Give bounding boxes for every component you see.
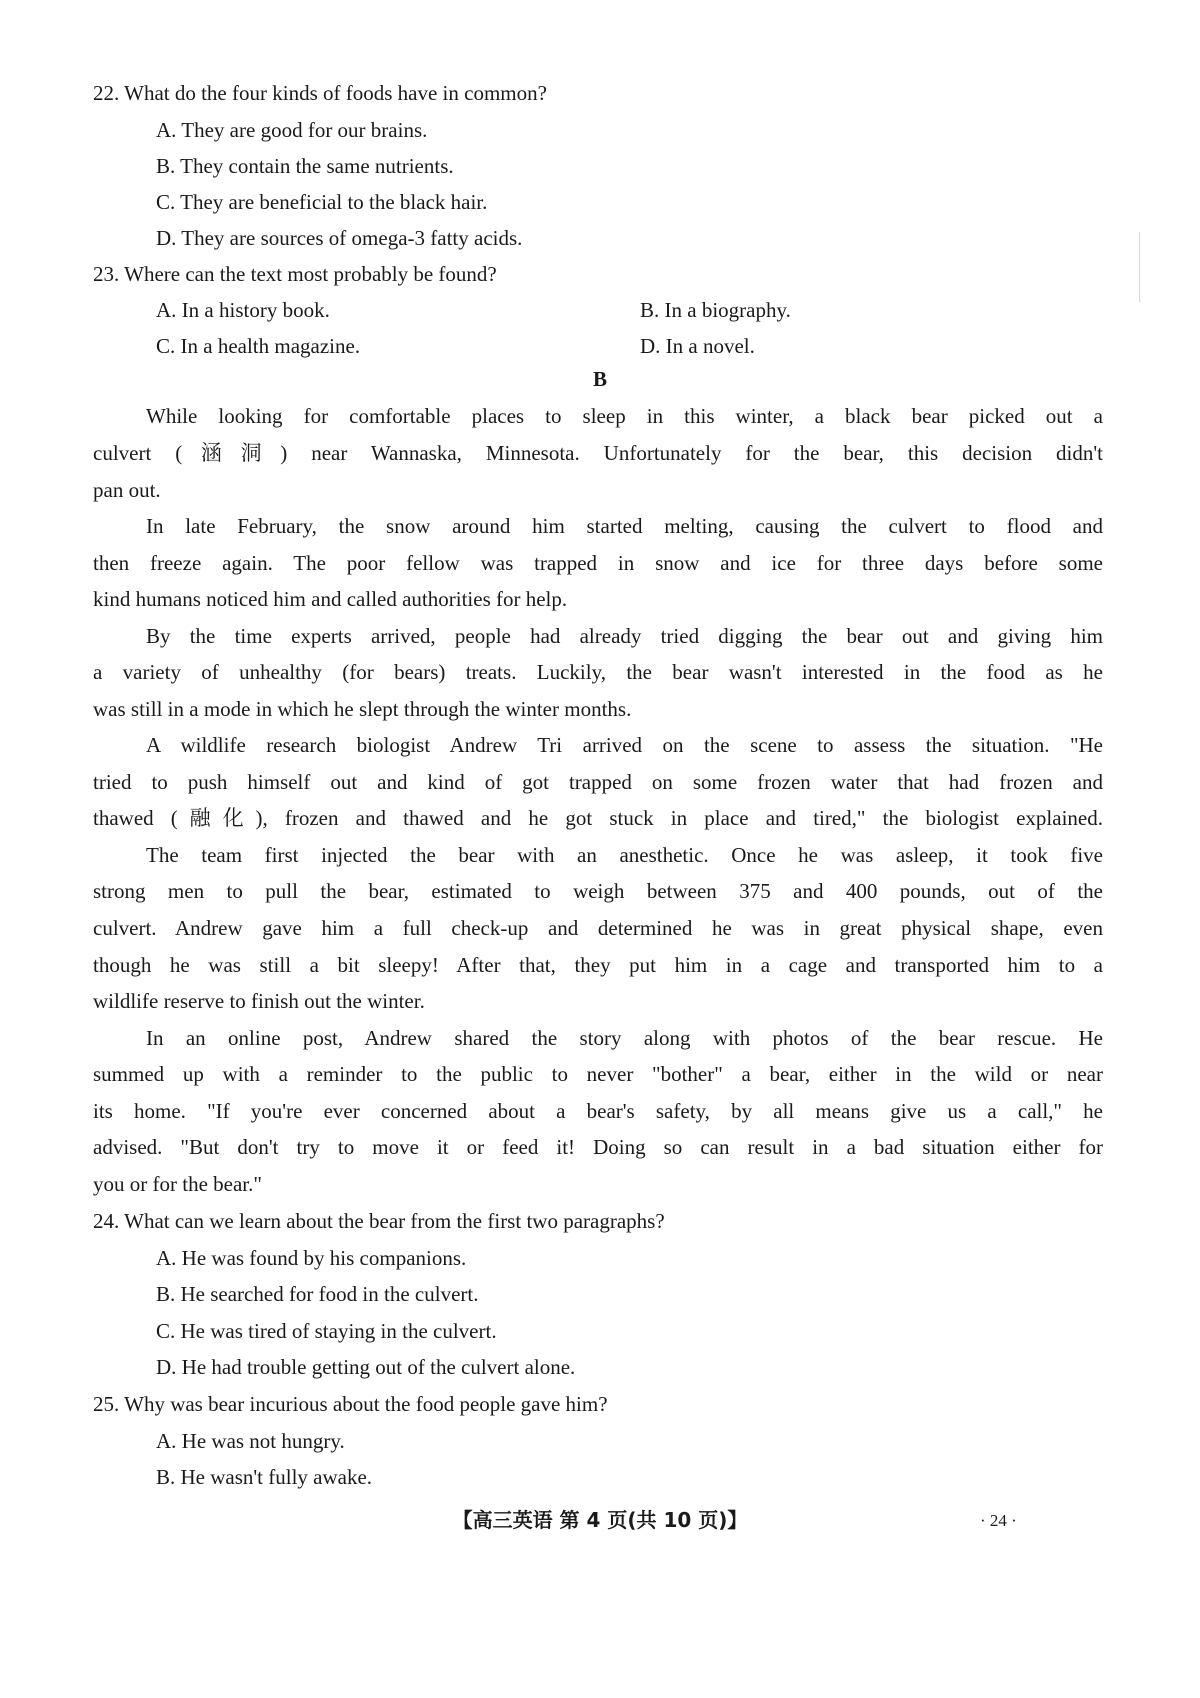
passage-line: wildlife reserve to finish out the winter. <box>93 989 425 1013</box>
section-label: B <box>592 367 607 391</box>
question-23-stem: 23. Where can the text most probably be found? <box>93 262 497 286</box>
passage-line: its home. "If you're ever concerned about a bear's safety, by all means give us a call," he <box>93 1099 1103 1123</box>
question-24-option-a: A. He was found by his companions. <box>156 1246 467 1270</box>
question-24-option-c: C. He was tired of staying in the culvert. <box>156 1319 497 1343</box>
passage-line: culvert. Andrew gave him a full check-up and determined he was in great physical shape, even <box>93 916 1103 940</box>
question-23-option-b: B. In a biography. <box>640 298 791 322</box>
question-22-stem: 22. What do the four kinds of foods have in common? <box>93 81 547 105</box>
question-25-option-a: A. He was not hungry. <box>156 1429 345 1453</box>
question-22-option-d: D. They are sources of omega-3 fatty acids. <box>156 226 523 250</box>
passage-line: advised. "But don't try to move it or feed it! Doing so can result in a bad situation either for <box>93 1135 1103 1159</box>
passage-line: summed up with a reminder to the public to never "bother" a bear, either in the wild or near <box>93 1062 1103 1086</box>
question-24-option-d: D. He had trouble getting out of the culvert alone. <box>156 1355 576 1379</box>
scan-mark <box>1139 232 1140 302</box>
question-22-option-b: B. They contain the same nutrients. <box>156 154 454 178</box>
question-25-stem: 25. Why was bear incurious about the food people gave him? <box>93 1392 608 1416</box>
passage-line: though he was still a bit sleepy! After that, they put him in a cage and transported him to a <box>93 953 1103 977</box>
passage-line: was still in a mode in which he slept through the winter months. <box>93 697 632 721</box>
question-25-option-b: B. He wasn't fully awake. <box>156 1465 373 1489</box>
question-24-stem: 24. What can we learn about the bear from the first two paragraphs? <box>93 1209 665 1233</box>
passage-line: strong men to pull the bear, estimated to weigh between 375 and 400 pounds, out of the <box>93 879 1103 903</box>
passage-line: culvert (涵洞) near Wannaska, Minnesota. Unfortunately for the bear, this decision didn't <box>93 441 1103 465</box>
passage-line: you or for the bear." <box>93 1172 262 1196</box>
question-23-option-a: A. In a history book. <box>156 298 330 322</box>
passage-line: The team first injected the bear with an anesthetic. Once he was asleep, it took five <box>146 843 1103 867</box>
passage-line: By the time experts arrived, people had already tried digging the bear out and giving him <box>146 624 1103 648</box>
question-22-option-c: C. They are beneficial to the black hair. <box>156 190 488 214</box>
passage-line: tried to push himself out and kind of got trapped on some frozen water that had frozen and <box>93 770 1103 794</box>
question-23-option-d: D. In a novel. <box>640 334 755 358</box>
passage-line: In an online post, Andrew shared the story along with photos of the bear rescue. He <box>146 1026 1103 1050</box>
passage-line: kind humans noticed him and called authorities for help. <box>93 587 568 611</box>
passage-line: then freeze again. The poor fellow was trapped in snow and ice for three days before some <box>93 551 1103 575</box>
page-footer: 【高三英语 第 4 页(共 10 页)】 <box>452 1508 748 1532</box>
question-23-option-c: C. In a health magazine. <box>156 334 361 358</box>
passage-line: While looking for comfortable places to sleep in this winter, a black bear picked out a <box>146 404 1103 428</box>
passage-line: a variety of unhealthy (for bears) treats. Luckily, the bear wasn't interested in the food as he <box>93 660 1103 684</box>
passage-line: pan out. <box>93 478 161 502</box>
page-number: · 24 · <box>980 1511 1017 1530</box>
question-24-option-b: B. He searched for food in the culvert. <box>156 1282 479 1306</box>
passage-line: In late February, the snow around him started melting, causing the culvert to flood and <box>146 514 1103 538</box>
passage-line: thawed (融化), frozen and thawed and he got stuck in place and tired," the biologist explained. <box>93 806 1103 830</box>
question-22-option-a: A. They are good for our brains. <box>156 118 428 142</box>
passage-line: A wildlife research biologist Andrew Tri arrived on the scene to assess the situation. "He <box>146 733 1103 757</box>
